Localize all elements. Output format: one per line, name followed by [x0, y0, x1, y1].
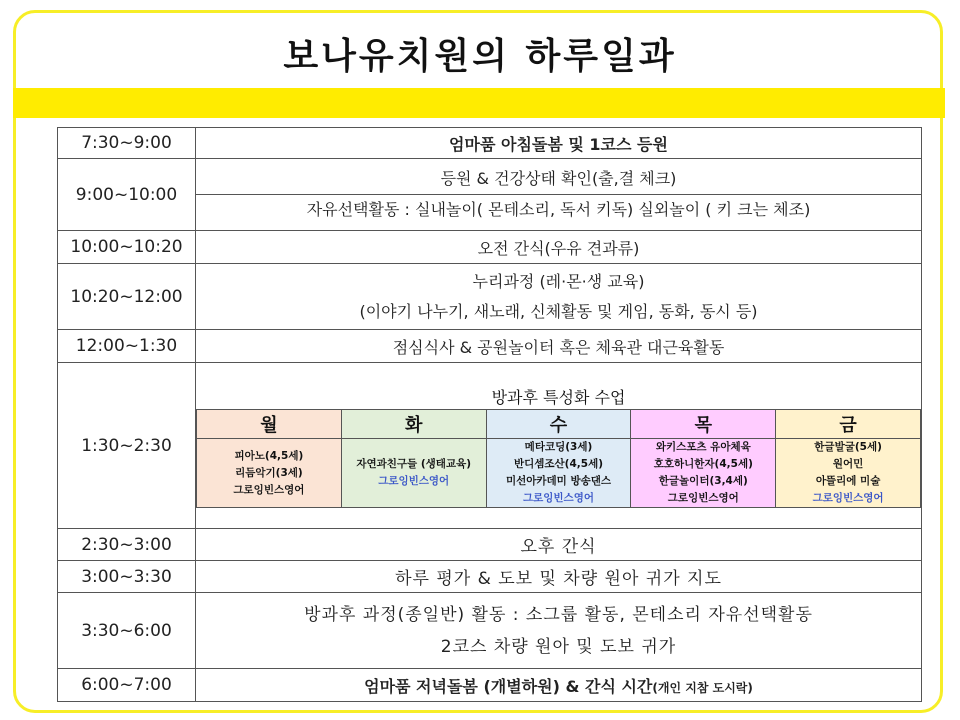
time-cell: 6:00~7:00	[58, 669, 196, 702]
activity-line: 방과후 과정(종일반) 활동 : 소그룹 활동, 몬테소리 자유선택활동	[304, 604, 813, 625]
day-content	[341, 439, 486, 508]
class-item: 아뜰리에 미술	[815, 475, 881, 487]
title-band	[13, 88, 945, 118]
activity-cell	[196, 669, 922, 702]
day-header: 금	[776, 410, 921, 439]
schedule-table	[57, 127, 922, 702]
table-row	[58, 529, 922, 561]
day-header: 수	[486, 410, 631, 439]
table-row	[58, 593, 922, 669]
afterschool-cell	[196, 363, 922, 529]
activity-note: (개인 지참 도시락)	[652, 680, 753, 695]
afterschool-table	[196, 383, 921, 508]
table-row	[58, 231, 922, 264]
class-item: 반디셈조산(4,5세)	[513, 458, 604, 470]
activity-line: (이야기 나누기, 새노래, 신체활동 및 게임, 동화, 동시 등)	[359, 301, 758, 321]
table-row	[58, 159, 922, 231]
time-cell: 12:00~1:30	[58, 330, 196, 363]
day-header: 목	[631, 410, 776, 439]
class-item: 미선아카데미 방송댄스	[505, 475, 612, 487]
time-cell: 9:00~10:00	[58, 159, 196, 231]
time-cell: 7:30~9:00	[58, 128, 196, 159]
class-item: 자연과친구들 (생태교육)	[356, 458, 472, 470]
table-row	[58, 363, 922, 529]
activity-cell	[196, 264, 922, 330]
activity-cell: 오후 간식	[196, 529, 922, 561]
class-item: 한글놀이터(3,4세)	[658, 475, 748, 487]
day-content	[631, 439, 776, 508]
activity-cell	[196, 159, 922, 231]
class-item: 호호하니한자(4,5세)	[653, 458, 753, 470]
page-title: 보나유치원의 하루일과	[283, 36, 677, 77]
class-item-english: 그로잉빈스영어	[378, 475, 450, 487]
class-item-english: 그로잉빈스영어	[522, 492, 594, 504]
table-row	[58, 330, 922, 363]
activity-cell: 점심식사 & 공원놀이터 혹은 체육관 대근육활동	[196, 330, 922, 363]
activity-line: 2코스 차량 원아 및 도보 귀가	[440, 636, 677, 657]
class-item: 피아노(4,5세)	[234, 449, 304, 462]
table-row	[58, 128, 922, 159]
table-row	[58, 264, 922, 330]
day-header-row	[197, 410, 921, 439]
class-item: 그로잉빈스영어	[667, 492, 739, 504]
time-cell: 1:30~2:30	[58, 363, 196, 529]
class-item: 그로잉빈스영어	[233, 483, 305, 496]
table-row	[58, 669, 922, 702]
activity-line: 등원 & 건강상태 확인(출,결 체크)	[196, 164, 921, 195]
time-cell: 10:00~10:20	[58, 231, 196, 264]
activity-cell: 하루 평가 & 도보 및 차량 원아 귀가 지도	[196, 561, 922, 593]
activity-main: 엄마품 저녁돌봄 (개별하원) & 간식 시간	[364, 676, 653, 696]
class-item: 메타코딩(3세)	[524, 441, 593, 453]
time-cell: 3:30~6:00	[58, 593, 196, 669]
activity-line: 누리과정 (레·몬·생 교육)	[472, 271, 645, 291]
day-content	[486, 439, 631, 508]
afterschool-title: 방과후 특성화 수업	[197, 383, 921, 410]
activity-cell	[196, 593, 922, 669]
day-header: 화	[341, 410, 486, 439]
time-cell: 10:20~12:00	[58, 264, 196, 330]
class-item: 원어민	[832, 458, 864, 470]
day-header: 월	[197, 410, 342, 439]
day-content	[776, 439, 921, 508]
activity-line: 자유선택활동 : 실내놀이( 몬테소리, 독서 키독) 실외놀이 ( 키 크는 체조)	[306, 200, 811, 219]
class-item: 리듬악기(3세)	[235, 466, 303, 479]
activity-cell: 오전 간식(우유 견과류)	[196, 231, 922, 264]
class-item-english: 그로잉빈스영어	[812, 492, 884, 504]
day-content	[197, 439, 342, 508]
activity-cell: 엄마품 아침돌봄 및 1코스 등원	[196, 128, 922, 159]
day-content-row	[197, 439, 921, 508]
time-cell: 2:30~3:00	[58, 529, 196, 561]
table-row	[58, 561, 922, 593]
class-item: 와키스포츠 유아체육	[655, 441, 751, 453]
class-item: 한글발굴(5세)	[814, 441, 882, 453]
time-cell: 3:00~3:30	[58, 561, 196, 593]
